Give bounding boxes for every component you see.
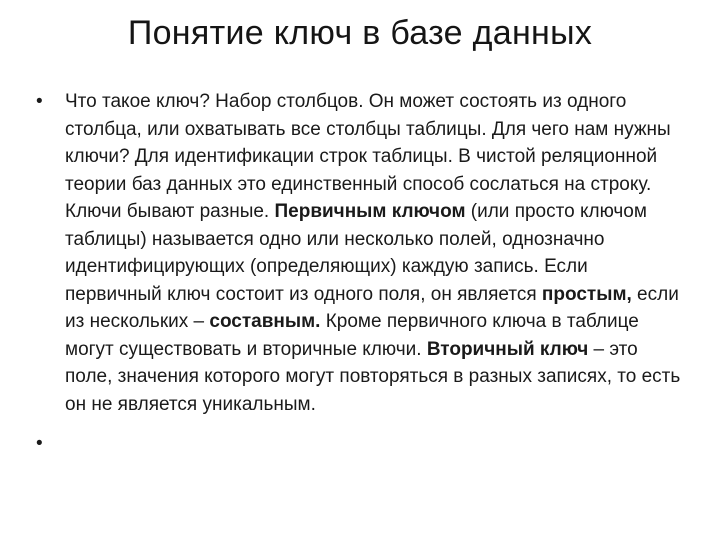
bullet-icon: • bbox=[36, 91, 43, 112]
bullet-item-empty bbox=[36, 430, 686, 458]
bullet-item-key-definition bbox=[36, 88, 686, 418]
paragraph-text-3: если из нескольких – bbox=[65, 283, 679, 332]
primary-key-term: Первичным ключом bbox=[274, 201, 466, 222]
paragraph-text-2: (или просто ключом таблицы) называется одно или несколько полей, однозначно идентифицирующих (определяющих) каждую запись. Если первичный ключ состоит из одного поля, он является bbox=[65, 201, 647, 305]
paragraph-text-1: Что такое ключ? Набор столбцов. Он может состоять из одного столбца, или охватывать все столбцы таблицы. Для чего нам нужны ключи? Для идентификации строк таблицы. В чистой реляционной теории баз данных это единственный способ сослаться на строку. Ключи бывают разные. bbox=[65, 91, 671, 222]
bullet-list bbox=[36, 88, 686, 458]
secondary-key-term: Вторичный ключ bbox=[426, 338, 589, 360]
paragraph-text-5: – это поле, значения которого могут повторяться в разных записях, то есть он не является уникальным. bbox=[65, 338, 681, 415]
paragraph-text-4: Кроме первичного ключа в таблице могут существовать и вторичные ключи. bbox=[65, 311, 639, 360]
bullet-icon: • bbox=[36, 433, 43, 454]
composite-key-term: составным. bbox=[209, 311, 321, 332]
simple-key-term: простым, bbox=[541, 283, 632, 305]
slide-title: Понятие ключ в базе данных bbox=[127, 14, 593, 52]
